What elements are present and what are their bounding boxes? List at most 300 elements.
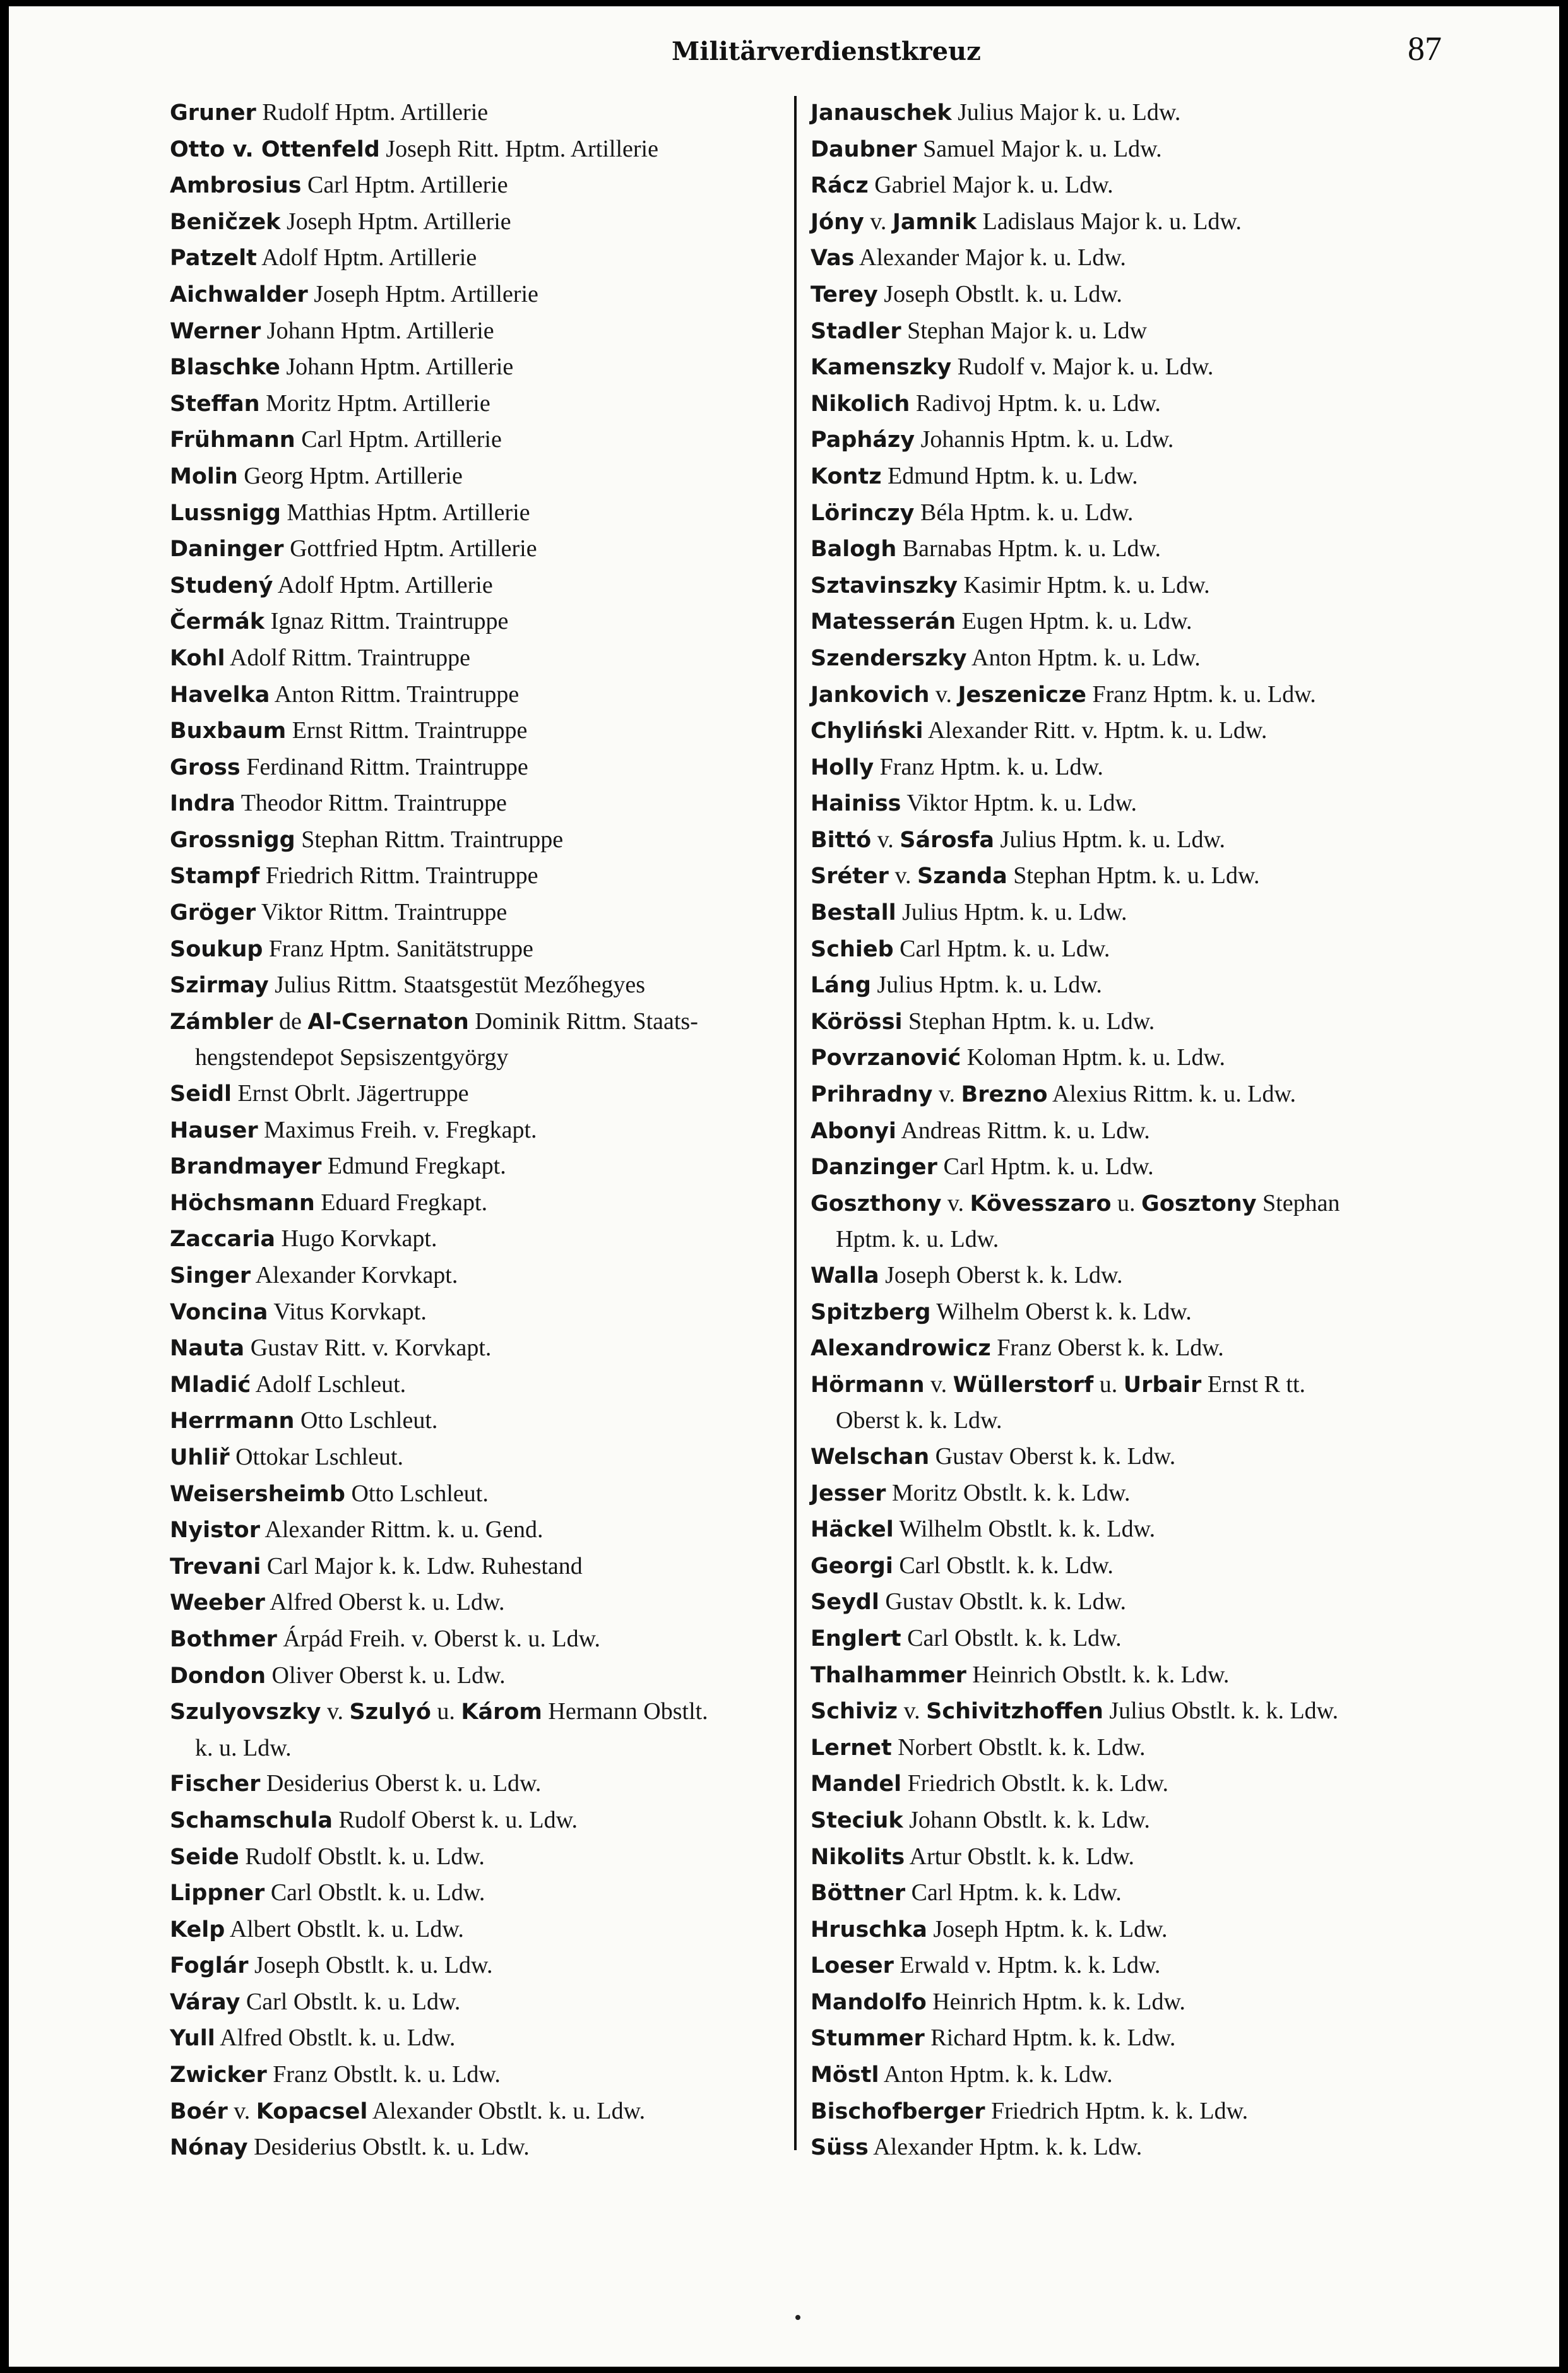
entry-surname: Lernet bbox=[811, 1735, 892, 1761]
register-entry bbox=[811, 1912, 1442, 1948]
entry-line bbox=[170, 645, 470, 671]
entry-text: Stephan bbox=[1256, 1189, 1340, 1216]
entry-line bbox=[170, 318, 494, 344]
entry-surname: Loeser bbox=[811, 1953, 894, 1979]
entry-text: Hugo Korvkapt. bbox=[275, 1225, 437, 1252]
entry-surname: Foglár bbox=[170, 1953, 249, 1979]
register-entry bbox=[170, 1839, 801, 1876]
entry-text: Franz Oberst k. k. Ldw. bbox=[990, 1335, 1224, 1362]
entry-surname: Chyliński bbox=[811, 718, 924, 744]
entry-text: Stephan Rittm. Traintruppe bbox=[295, 826, 564, 853]
entry-text: Viktor Rittm. Traintruppe bbox=[256, 899, 508, 926]
entry-surname: Kamenszky bbox=[811, 355, 952, 381]
entry-line bbox=[170, 1626, 600, 1652]
entry-text: Georg Hptm. Artillerie bbox=[237, 462, 463, 489]
entry-text: Edmund Hptm. k. u. Ldw. bbox=[881, 462, 1138, 489]
entry-line bbox=[170, 136, 658, 162]
entry-surname: Janauschek bbox=[811, 100, 952, 126]
register-entry bbox=[811, 895, 1442, 931]
entry-line bbox=[170, 426, 502, 453]
entry-surname: Rácz bbox=[811, 173, 869, 199]
entry-surname: Möstl bbox=[811, 2062, 879, 2088]
entry-line bbox=[170, 1916, 464, 1942]
entry-line bbox=[170, 1989, 460, 2015]
entry-surname: Schiviz bbox=[811, 1699, 898, 1725]
entry-surname: Mladić bbox=[170, 1372, 251, 1398]
entry-line bbox=[170, 2025, 455, 2051]
entry-text: Gustav Obstlt. k. k. Ldw. bbox=[879, 1588, 1127, 1615]
entry-text: v. bbox=[864, 208, 893, 235]
register-entry bbox=[170, 1403, 801, 1439]
register-entry bbox=[811, 313, 1442, 350]
entry-line bbox=[170, 463, 463, 489]
entry-surname: Jamnik bbox=[892, 209, 977, 235]
entry-line bbox=[811, 645, 1201, 671]
entry-line bbox=[811, 790, 1137, 816]
register-entry bbox=[811, 2093, 1442, 2130]
register-entry bbox=[170, 95, 801, 131]
entry-text: Kasimir Hptm. k. u. Ldw. bbox=[957, 571, 1210, 598]
entry-surname: Herrmann bbox=[170, 1408, 295, 1434]
entry-surname: Daninger bbox=[170, 537, 284, 562]
entry-line bbox=[170, 572, 493, 598]
entry-surname: Gosztony bbox=[1141, 1191, 1257, 1216]
register-entry bbox=[170, 1694, 801, 1766]
entry-text: Samuel Major k. u. Ldw. bbox=[917, 135, 1162, 162]
entry-text: Moritz Obstlt. k. k. Ldw. bbox=[886, 1479, 1131, 1506]
entry-line bbox=[811, 608, 1192, 634]
entry-line bbox=[811, 826, 1225, 853]
entry-line bbox=[170, 1117, 537, 1143]
entry-text: u. bbox=[431, 1698, 461, 1725]
entry-text: Franz Hptm. k. u. Ldw. bbox=[1086, 681, 1316, 708]
entry-surname: Kövesszaro bbox=[970, 1191, 1112, 1216]
entry-text: Carl Obstlt. k. u. Ldw. bbox=[264, 1879, 485, 1906]
entry-surname: Nauta bbox=[170, 1336, 245, 1362]
register-entry bbox=[170, 1330, 801, 1367]
entry-line bbox=[811, 862, 1259, 889]
entry-text: Gustav Ritt. v. Korvkapt. bbox=[244, 1335, 492, 1362]
entry-line bbox=[811, 1371, 1305, 1398]
entry-surname: Vas bbox=[811, 246, 855, 271]
entry-surname: Stummer bbox=[811, 2026, 925, 2052]
register-entry bbox=[811, 1258, 1442, 1294]
entry-line bbox=[811, 244, 1126, 271]
register-entry bbox=[170, 1439, 801, 1476]
register-entry bbox=[811, 1186, 1442, 1258]
entry-text: Béla Hptm. k. u. Ldw. bbox=[914, 499, 1134, 526]
entry-line bbox=[811, 1843, 1134, 1870]
entry-text: Gottfried Hptm. Artillerie bbox=[283, 535, 537, 562]
entry-text: Carl Obstlt. k. u. Ldw. bbox=[240, 1988, 461, 2015]
entry-text: Johann Obstlt. k. k. Ldw. bbox=[903, 1806, 1150, 1833]
entry-line bbox=[170, 2134, 530, 2160]
entry-line bbox=[811, 1516, 1155, 1542]
register-entry bbox=[811, 95, 1442, 131]
entry-text: Barnabas Hptm. k. u. Ldw. bbox=[896, 535, 1161, 562]
entry-surname: Sréter bbox=[811, 864, 889, 889]
register-entry bbox=[811, 1839, 1442, 1876]
entry-text: Alfred Oberst k. u. Ldw. bbox=[264, 1589, 505, 1616]
entry-text: Ignaz Rittm. Traintruppe bbox=[264, 608, 509, 635]
entry-text: Albert Obstlt. k. u. Ldw. bbox=[225, 1915, 464, 1942]
entry-surname: Jóny bbox=[811, 209, 864, 235]
register-entry bbox=[170, 2093, 801, 2130]
entry-surname: Zwicker bbox=[170, 2062, 267, 2088]
entry-line bbox=[170, 499, 530, 526]
entry-surname: Soukup bbox=[170, 936, 263, 962]
entry-surname: Nikolich bbox=[811, 391, 910, 417]
entry-line bbox=[811, 1480, 1130, 1506]
entry-surname: Seidl bbox=[170, 1081, 232, 1107]
entry-surname: Alexandrowicz bbox=[811, 1336, 991, 1362]
entry-line bbox=[170, 608, 508, 634]
entry-surname: Bestall bbox=[811, 900, 896, 926]
register-entry bbox=[811, 1948, 1442, 1984]
entry-line bbox=[811, 572, 1210, 598]
entry-text: Oliver Oberst k. u. Ldw. bbox=[266, 1662, 506, 1689]
entry-surname: Brezno bbox=[961, 1082, 1048, 1108]
register-entry bbox=[170, 422, 801, 458]
entry-line bbox=[811, 390, 1161, 417]
entry-text: Joseph Ritt. Hptm. Artillerie bbox=[379, 135, 658, 162]
entry-line bbox=[170, 1407, 437, 1434]
entry-text: Erwald v. Hptm. k. k. Ldw. bbox=[893, 1952, 1161, 1979]
entry-line bbox=[811, 1299, 1192, 1325]
entry-surname: Zaccaria bbox=[170, 1227, 275, 1252]
register-entry bbox=[811, 2057, 1442, 2093]
register-entry bbox=[170, 749, 801, 786]
entry-surname: Schieb bbox=[811, 936, 894, 962]
register-entry bbox=[811, 785, 1442, 822]
entry-surname: Urbair bbox=[1123, 1372, 1202, 1398]
entry-text: Carl Hptm. k. k. Ldw. bbox=[905, 1879, 1122, 1906]
register-entry bbox=[170, 1766, 801, 1802]
entry-text: Rudolf Obstlt. k. u. Ldw. bbox=[239, 1843, 485, 1870]
register-entry bbox=[811, 204, 1442, 241]
entry-text: v. bbox=[932, 1081, 961, 1108]
entry-surname: Stampf bbox=[170, 864, 260, 889]
register-entry bbox=[811, 1294, 1442, 1331]
register-entry bbox=[811, 677, 1442, 713]
entry-line bbox=[811, 2061, 1113, 2088]
entry-line bbox=[811, 1807, 1150, 1833]
register-entry bbox=[170, 1076, 801, 1112]
entry-text: Carl Hptm. k. u. Ldw. bbox=[937, 1153, 1154, 1181]
entry-surname: Hörmann bbox=[811, 1372, 925, 1398]
register-entry bbox=[811, 713, 1442, 749]
register-entry bbox=[811, 1657, 1442, 1694]
entry-text: Adolf Hptm. Artillerie bbox=[273, 571, 493, 598]
entry-line bbox=[170, 1698, 708, 1725]
entry-surname: Schamschula bbox=[170, 1807, 333, 1833]
entry-line bbox=[170, 1952, 493, 1978]
register-entry bbox=[811, 2129, 1442, 2166]
register-entry bbox=[170, 785, 801, 822]
register-entry bbox=[811, 568, 1442, 604]
entry-text: v. bbox=[941, 1189, 970, 1216]
register-entry bbox=[811, 531, 1442, 568]
entry-text: Rudolf v. Major k. u. Ldw. bbox=[951, 354, 1214, 381]
entry-text: Alexander Korvkapt. bbox=[251, 1262, 458, 1288]
register-entry bbox=[811, 1730, 1442, 1766]
register-entry bbox=[811, 1984, 1442, 2021]
entry-surname: Wüllerstorf bbox=[953, 1372, 1094, 1398]
entry-text: Anton Hptm. k. k. Ldw. bbox=[879, 2061, 1113, 2088]
entry-surname: Kontz bbox=[811, 463, 882, 489]
register-entry bbox=[170, 313, 801, 350]
register-entry bbox=[811, 858, 1442, 895]
register-entry bbox=[170, 204, 801, 241]
entry-surname: Körössi bbox=[811, 1009, 903, 1035]
entry-surname: Ambrosius bbox=[170, 173, 302, 199]
entry-line bbox=[170, 1153, 506, 1179]
entry-line bbox=[170, 717, 527, 744]
entry-surname: Papházy bbox=[811, 427, 915, 453]
entry-text: Hermann Obstlt. bbox=[542, 1698, 708, 1725]
register-entry bbox=[170, 1185, 801, 1222]
entry-surname: Stadler bbox=[811, 318, 901, 344]
register-entry bbox=[811, 422, 1442, 458]
register-entry bbox=[811, 1475, 1442, 1512]
entry-surname: Holly bbox=[811, 754, 874, 780]
entry-text: Ottokar Lschleut. bbox=[229, 1443, 404, 1470]
entry-surname: Kopacsel bbox=[256, 2098, 368, 2124]
register-entry bbox=[811, 1548, 1442, 1585]
entry-line bbox=[170, 354, 513, 380]
entry-text: Friedrich Obstlt. k. k. Ldw. bbox=[901, 1770, 1169, 1797]
entry-text: Andreas Rittm. k. u. Ldw. bbox=[896, 1117, 1150, 1144]
register-entry bbox=[811, 1004, 1442, 1040]
entry-line bbox=[170, 826, 563, 853]
entry-surname: Steffan bbox=[170, 391, 260, 417]
entry-text: Alexander Rittm. k. u. Gend. bbox=[259, 1516, 543, 1543]
entry-surname: Brandmayer bbox=[170, 1154, 322, 1180]
entry-text: Maximus Freih. v. Fregkapt. bbox=[258, 1116, 537, 1143]
entry-surname: Lippner bbox=[170, 1881, 265, 1906]
entry-surname: Weisersheimb bbox=[170, 1481, 345, 1507]
entry-line bbox=[170, 99, 488, 126]
book-page bbox=[9, 6, 1559, 2367]
entry-line bbox=[170, 1371, 406, 1398]
register-entry bbox=[170, 967, 801, 1004]
entry-surname: Zámbler bbox=[170, 1009, 273, 1035]
register-entry bbox=[811, 1766, 1442, 1802]
entry-surname: Hauser bbox=[170, 1117, 258, 1143]
entry-surname: Spitzberg bbox=[811, 1299, 931, 1325]
entry-line bbox=[170, 790, 507, 816]
register-entry bbox=[811, 1693, 1442, 1730]
entry-text: Alexander Obstlt. k. u. Ldw. bbox=[367, 2097, 646, 2124]
register-entry bbox=[811, 386, 1442, 422]
entry-text: Rudolf Oberst k. u. Ldw. bbox=[333, 1806, 578, 1833]
entry-surname: Terey bbox=[811, 282, 878, 307]
entry-line bbox=[811, 281, 1122, 307]
register-entry bbox=[811, 458, 1442, 495]
register-entry bbox=[811, 749, 1442, 786]
entry-line bbox=[170, 681, 519, 708]
entry-text: Stephan Hptm. k. u. Ldw. bbox=[1007, 862, 1260, 889]
entry-surname: Boér bbox=[170, 2098, 228, 2124]
entry-surname: Molin bbox=[170, 463, 238, 489]
entry-surname: Čermák bbox=[170, 609, 265, 635]
entry-line bbox=[811, 1770, 1168, 1797]
entry-text: Richard Hptm. k. k. Ldw. bbox=[924, 2025, 1176, 2052]
entry-line bbox=[170, 172, 508, 198]
entry-surname: Kelp bbox=[170, 1917, 225, 1942]
entry-line bbox=[811, 1916, 1168, 1942]
entry-surname: Bischofberger bbox=[811, 2098, 985, 2124]
entry-text: Carl Hptm. k. u. Ldw. bbox=[893, 935, 1110, 962]
entry-surname: Fischer bbox=[170, 1771, 261, 1797]
entry-text: Carl Obstlt. k. k. Ldw. bbox=[893, 1552, 1114, 1579]
entry-text: Friedrich Rittm. Traintruppe bbox=[259, 862, 538, 889]
register-entry bbox=[170, 1294, 801, 1331]
entry-line bbox=[811, 1662, 1229, 1688]
entry-text: Julius Rittm. Staatsgestüt Mezőhegyes bbox=[268, 972, 646, 999]
entry-surname: Jeszenicze bbox=[958, 682, 1086, 708]
entry-surname: Jesser bbox=[811, 1480, 886, 1506]
entry-surname: Georgi bbox=[811, 1553, 893, 1579]
entry-surname: Mandel bbox=[811, 1771, 902, 1797]
entry-line bbox=[170, 899, 507, 925]
entry-surname: Danzinger bbox=[811, 1155, 937, 1181]
register-entry bbox=[170, 240, 801, 277]
register-entry bbox=[170, 1549, 801, 1585]
register-entry bbox=[811, 131, 1442, 168]
entry-text: Carl Hptm. Artillerie bbox=[295, 426, 502, 453]
entry-line bbox=[170, 281, 538, 307]
entry-text: Joseph Hptm. Artillerie bbox=[307, 280, 538, 307]
register-entry bbox=[170, 349, 801, 386]
register-entry bbox=[170, 131, 801, 168]
register-entry bbox=[170, 1221, 801, 1258]
entry-surname: Beničzek bbox=[170, 209, 281, 235]
entry-text: Theodor Rittm. Traintruppe bbox=[235, 790, 507, 817]
entry-line bbox=[170, 972, 645, 998]
entry-line bbox=[811, 1552, 1114, 1579]
entry-line bbox=[811, 972, 1102, 998]
entry-line bbox=[170, 1262, 458, 1288]
entry-surname: Welschan bbox=[811, 1444, 930, 1470]
entry-line bbox=[170, 1879, 485, 1906]
entry-text: Wilhelm Obstlt. k. k. Ldw. bbox=[893, 1516, 1156, 1543]
entry-surname: Gruner bbox=[170, 100, 256, 126]
register-entry bbox=[811, 277, 1442, 313]
entry-surname: Höchsmann bbox=[170, 1190, 315, 1216]
register-entry bbox=[170, 677, 801, 713]
entry-text: Alfred Obstlt. k. u. Ldw. bbox=[215, 2025, 456, 2052]
entry-text: Julius Hptm. k. u. Ldw. bbox=[994, 826, 1225, 853]
entry-line bbox=[811, 1335, 1224, 1361]
register-entry bbox=[170, 2020, 801, 2057]
entry-text: Carl Major k. k. Ldw. Ruhestand bbox=[261, 1552, 583, 1579]
register-entry bbox=[170, 1585, 801, 1621]
entry-surname: Werner bbox=[170, 318, 261, 344]
register-entry bbox=[170, 1948, 801, 1984]
entry-surname: Yull bbox=[170, 2026, 215, 2052]
entry-line bbox=[811, 1952, 1160, 1978]
entry-line bbox=[811, 354, 1213, 380]
entry-text: de bbox=[273, 1008, 308, 1035]
register-entry bbox=[170, 1512, 801, 1549]
register-entry bbox=[811, 1113, 1442, 1150]
entry-line bbox=[811, 717, 1267, 744]
entry-text: Árpád Freih. v. Oberst k. u. Ldw. bbox=[276, 1625, 601, 1652]
entry-line bbox=[811, 1153, 1154, 1180]
register-entry bbox=[170, 1148, 801, 1185]
entry-line bbox=[811, 1698, 1338, 1724]
entry-line bbox=[170, 862, 538, 889]
register-entry bbox=[170, 1875, 801, 1912]
register-entry bbox=[811, 240, 1442, 277]
entry-text: Alexander Hptm. k. k. Ldw. bbox=[868, 2134, 1143, 2161]
entry-text: Joseph Hptm. k. k. Ldw. bbox=[927, 1915, 1168, 1942]
entry-surname: Hainiss bbox=[811, 791, 901, 817]
entry-line bbox=[811, 499, 1133, 526]
entry-line bbox=[811, 899, 1127, 925]
entry-surname: Seide bbox=[170, 1844, 239, 1870]
entry-surname: Gröger bbox=[170, 900, 256, 926]
entry-line bbox=[811, 1081, 1296, 1107]
entry-line bbox=[170, 535, 537, 562]
entry-line bbox=[170, 1080, 469, 1107]
entry-surname: Weeber bbox=[170, 1590, 265, 1616]
entry-line bbox=[811, 936, 1110, 962]
entry-continuation: k. u. Ldw. bbox=[195, 1734, 292, 1761]
entry-text: Gabriel Major k. u. Ldw. bbox=[868, 172, 1114, 199]
entry-line bbox=[170, 754, 528, 780]
entry-surname: Walla bbox=[811, 1263, 879, 1288]
entry-surname: Al-Csernaton bbox=[307, 1009, 469, 1035]
register-entry bbox=[811, 167, 1442, 204]
entry-line bbox=[170, 1480, 489, 1507]
entry-line bbox=[170, 1225, 437, 1252]
register-entry bbox=[170, 895, 801, 931]
entry-line bbox=[170, 936, 533, 962]
entry-surname: Szenderszky bbox=[811, 645, 967, 671]
register-entry bbox=[170, 495, 801, 532]
entry-text: Moritz Hptm. Artillerie bbox=[259, 390, 490, 417]
entry-surname: Trevani bbox=[170, 1554, 261, 1579]
entry-line bbox=[170, 1444, 403, 1470]
entry-text: Julius Hptm. k. u. Ldw. bbox=[870, 972, 1102, 999]
entry-text: Johann Hptm. Artillerie bbox=[261, 317, 494, 344]
register-entry bbox=[811, 2020, 1442, 2057]
entry-line bbox=[170, 1843, 485, 1870]
entry-surname: Károm bbox=[461, 1699, 542, 1725]
entry-surname: Dondon bbox=[170, 1663, 266, 1689]
register-entry bbox=[811, 967, 1442, 1004]
entry-text: Joseph Hptm. Artillerie bbox=[280, 208, 511, 235]
entry-text: Adolf Hptm. Artillerie bbox=[256, 244, 477, 271]
register-entry bbox=[170, 604, 801, 640]
register-entry bbox=[170, 2057, 801, 2093]
register-entry bbox=[811, 1149, 1442, 1186]
entry-surname: Nikolits bbox=[811, 1844, 905, 1870]
entry-surname: Szanda bbox=[917, 864, 1007, 889]
entry-text: Artur Obstlt. k. k. Ldw. bbox=[905, 1843, 1135, 1870]
right-column-list bbox=[811, 95, 1442, 2166]
entry-continuation: hengstendepot Sepsiszentgyörgy bbox=[195, 1044, 509, 1071]
entry-surname: Grossnigg bbox=[170, 827, 295, 853]
register-entry bbox=[170, 1912, 801, 1948]
entry-text: v. bbox=[321, 1698, 350, 1725]
entry-text: Viktor Hptm. k. u. Ldw. bbox=[901, 790, 1137, 817]
entry-surname: Goszthony bbox=[811, 1191, 942, 1216]
entry-text: Desiderius Obstlt. k. u. Ldw. bbox=[247, 2134, 530, 2161]
register-entry bbox=[811, 1367, 1442, 1439]
